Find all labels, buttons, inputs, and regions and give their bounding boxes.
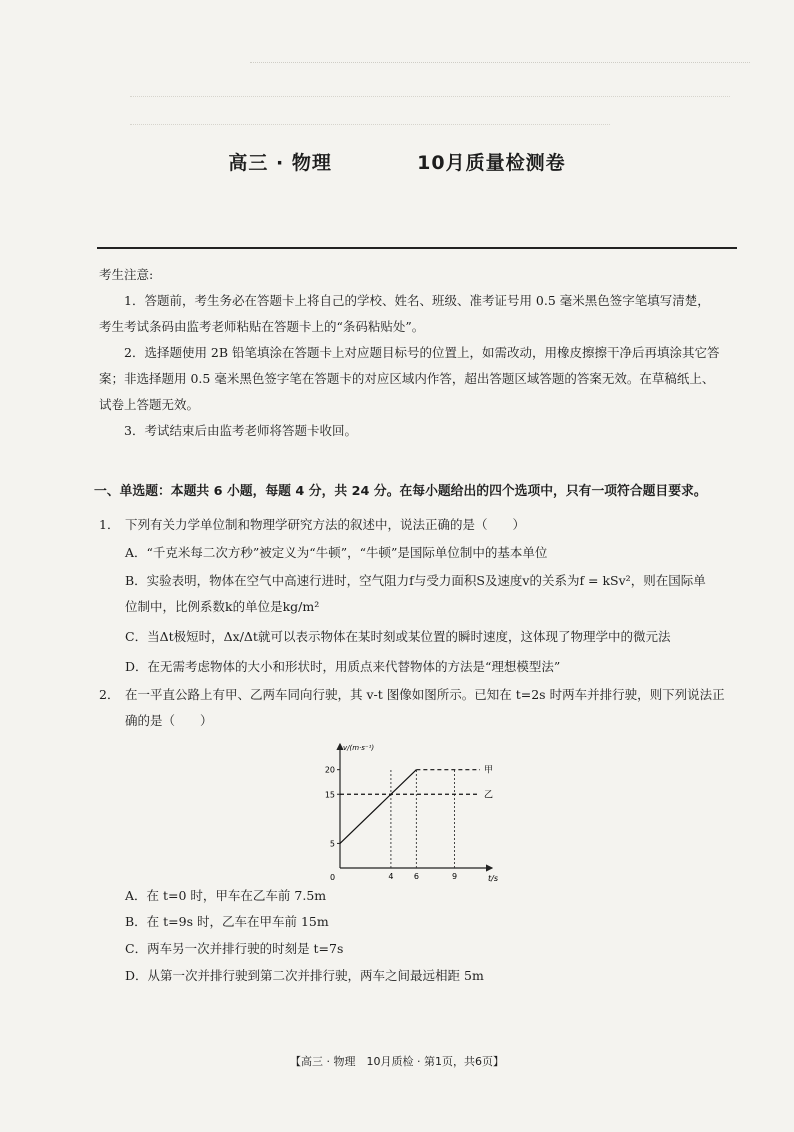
x-tick-label: 9: [451, 872, 458, 881]
notice-item-3: 3．考试结束后由监考老师将答题卡收回。: [124, 423, 357, 438]
y-tick-label: 5: [329, 839, 335, 849]
y-axis-label: v/(m·s⁻¹): [343, 744, 375, 752]
notice-item-1-line-1: 1．答题前，考生务必在答题卡上将自己的学校、姓名、班级、准考证号用 0.5 毫米黑色签字笔填写清楚，: [124, 293, 710, 308]
series-label: 乙: [484, 790, 494, 801]
x-tick-label: 4: [388, 872, 394, 881]
page-footer: 【高三 · 物理 10月质检 · 第1页，共6页】: [290, 1055, 504, 1068]
q2-stem-line-2: 确的是（ ）: [125, 713, 213, 728]
q2-option-c: C．两车另一次并排行驶的时刻是 t=7s: [125, 941, 344, 956]
vt-chart: [316, 738, 516, 888]
y-tick-label: 20: [324, 765, 335, 775]
section-heading: 一、单选题：本题共 6 小题，每题 4 分，共 24 分。在每小题给出的四个选项中，只有一项符合题目要求。: [94, 484, 707, 499]
q1-option-a: A．“千克米每二次方秒”被定义为“牛顿”，“牛顿”是国际单位制中的基本单位: [125, 545, 548, 560]
notice-item-1-line-2: 考生考试条码由监考老师粘贴在答题卡上的“条码粘贴处”。: [99, 319, 425, 334]
q1-number: 1．: [99, 517, 120, 532]
y-tick-label: 15: [324, 790, 335, 800]
title-subject: 高三 · 物理: [228, 152, 332, 174]
notice-item-2-line-3: 试卷上答题无效。: [99, 397, 200, 412]
series-jia-rising-line: [340, 770, 416, 844]
origin-label: 0: [330, 873, 336, 882]
bleed-through-mark: [130, 96, 730, 105]
q1-option-c: C．当Δt极短时，Δx/Δt就可以表示物体在某时刻或某位置的瞬时速度，这体现了物理学中的微元法: [125, 629, 671, 644]
q1-option-b-line-1: B．实验表明，物体在空气中高速行进时，空气阻力f与受力面积S及速度v的关系为f = kSv²，则在国际单: [125, 573, 706, 588]
q2-stem-line-1: 在一平直公路上有甲、乙两车同向行驶，其 v-t 图像如图所示。已知在 t=2s 时两车并排行驶，则下列说法正: [125, 687, 725, 702]
bleed-through-mark: [130, 124, 610, 133]
notice-item-2-line-2: 案；非选择题用 0.5 毫米黑色签字笔在答题卡的对应区域内作答，超出答题区域答题的答案无效。在草稿纸上、: [99, 371, 715, 386]
page-title: [0, 148, 794, 175]
series-label: 甲: [484, 765, 494, 776]
q2-option-a: A．在 t=0 时，甲车在乙车前 7.5m: [125, 888, 327, 903]
x-axis-label: t/s: [488, 874, 498, 883]
q1-option-b-line-2: 位制中，比例系数k的单位是kg/m²: [125, 599, 320, 614]
q2-number: 2．: [99, 687, 120, 702]
bleed-through-mark: [250, 62, 750, 71]
q1-stem: 下列有关力学单位制和物理学研究方法的叙述中，说法正确的是（ ）: [125, 517, 526, 532]
q2-option-d: D．从第一次并排行驶到第二次并排行驶，两车之间最远相距 5m: [125, 968, 484, 983]
notice-heading: 考生注意:: [99, 267, 154, 282]
notice-block: [99, 262, 739, 444]
notice-item-2-line-1: 2．选择题使用 2B 铅笔填涂在答题卡上对应题目标号的位置上，如需改动，用橡皮擦擦干净后再填涂其它答: [124, 345, 720, 360]
x-tick-label: 6: [413, 872, 419, 881]
q1-option-d: D．在无需考虑物体的大小和形状时，用质点来代替物体的方法是“理想模型法”: [125, 659, 561, 674]
header-divider: [97, 247, 737, 249]
title-exam-name: 10月质量检测卷: [417, 152, 566, 174]
q2-option-b: B．在 t=9s 时，乙车在甲车前 15m: [125, 914, 329, 929]
